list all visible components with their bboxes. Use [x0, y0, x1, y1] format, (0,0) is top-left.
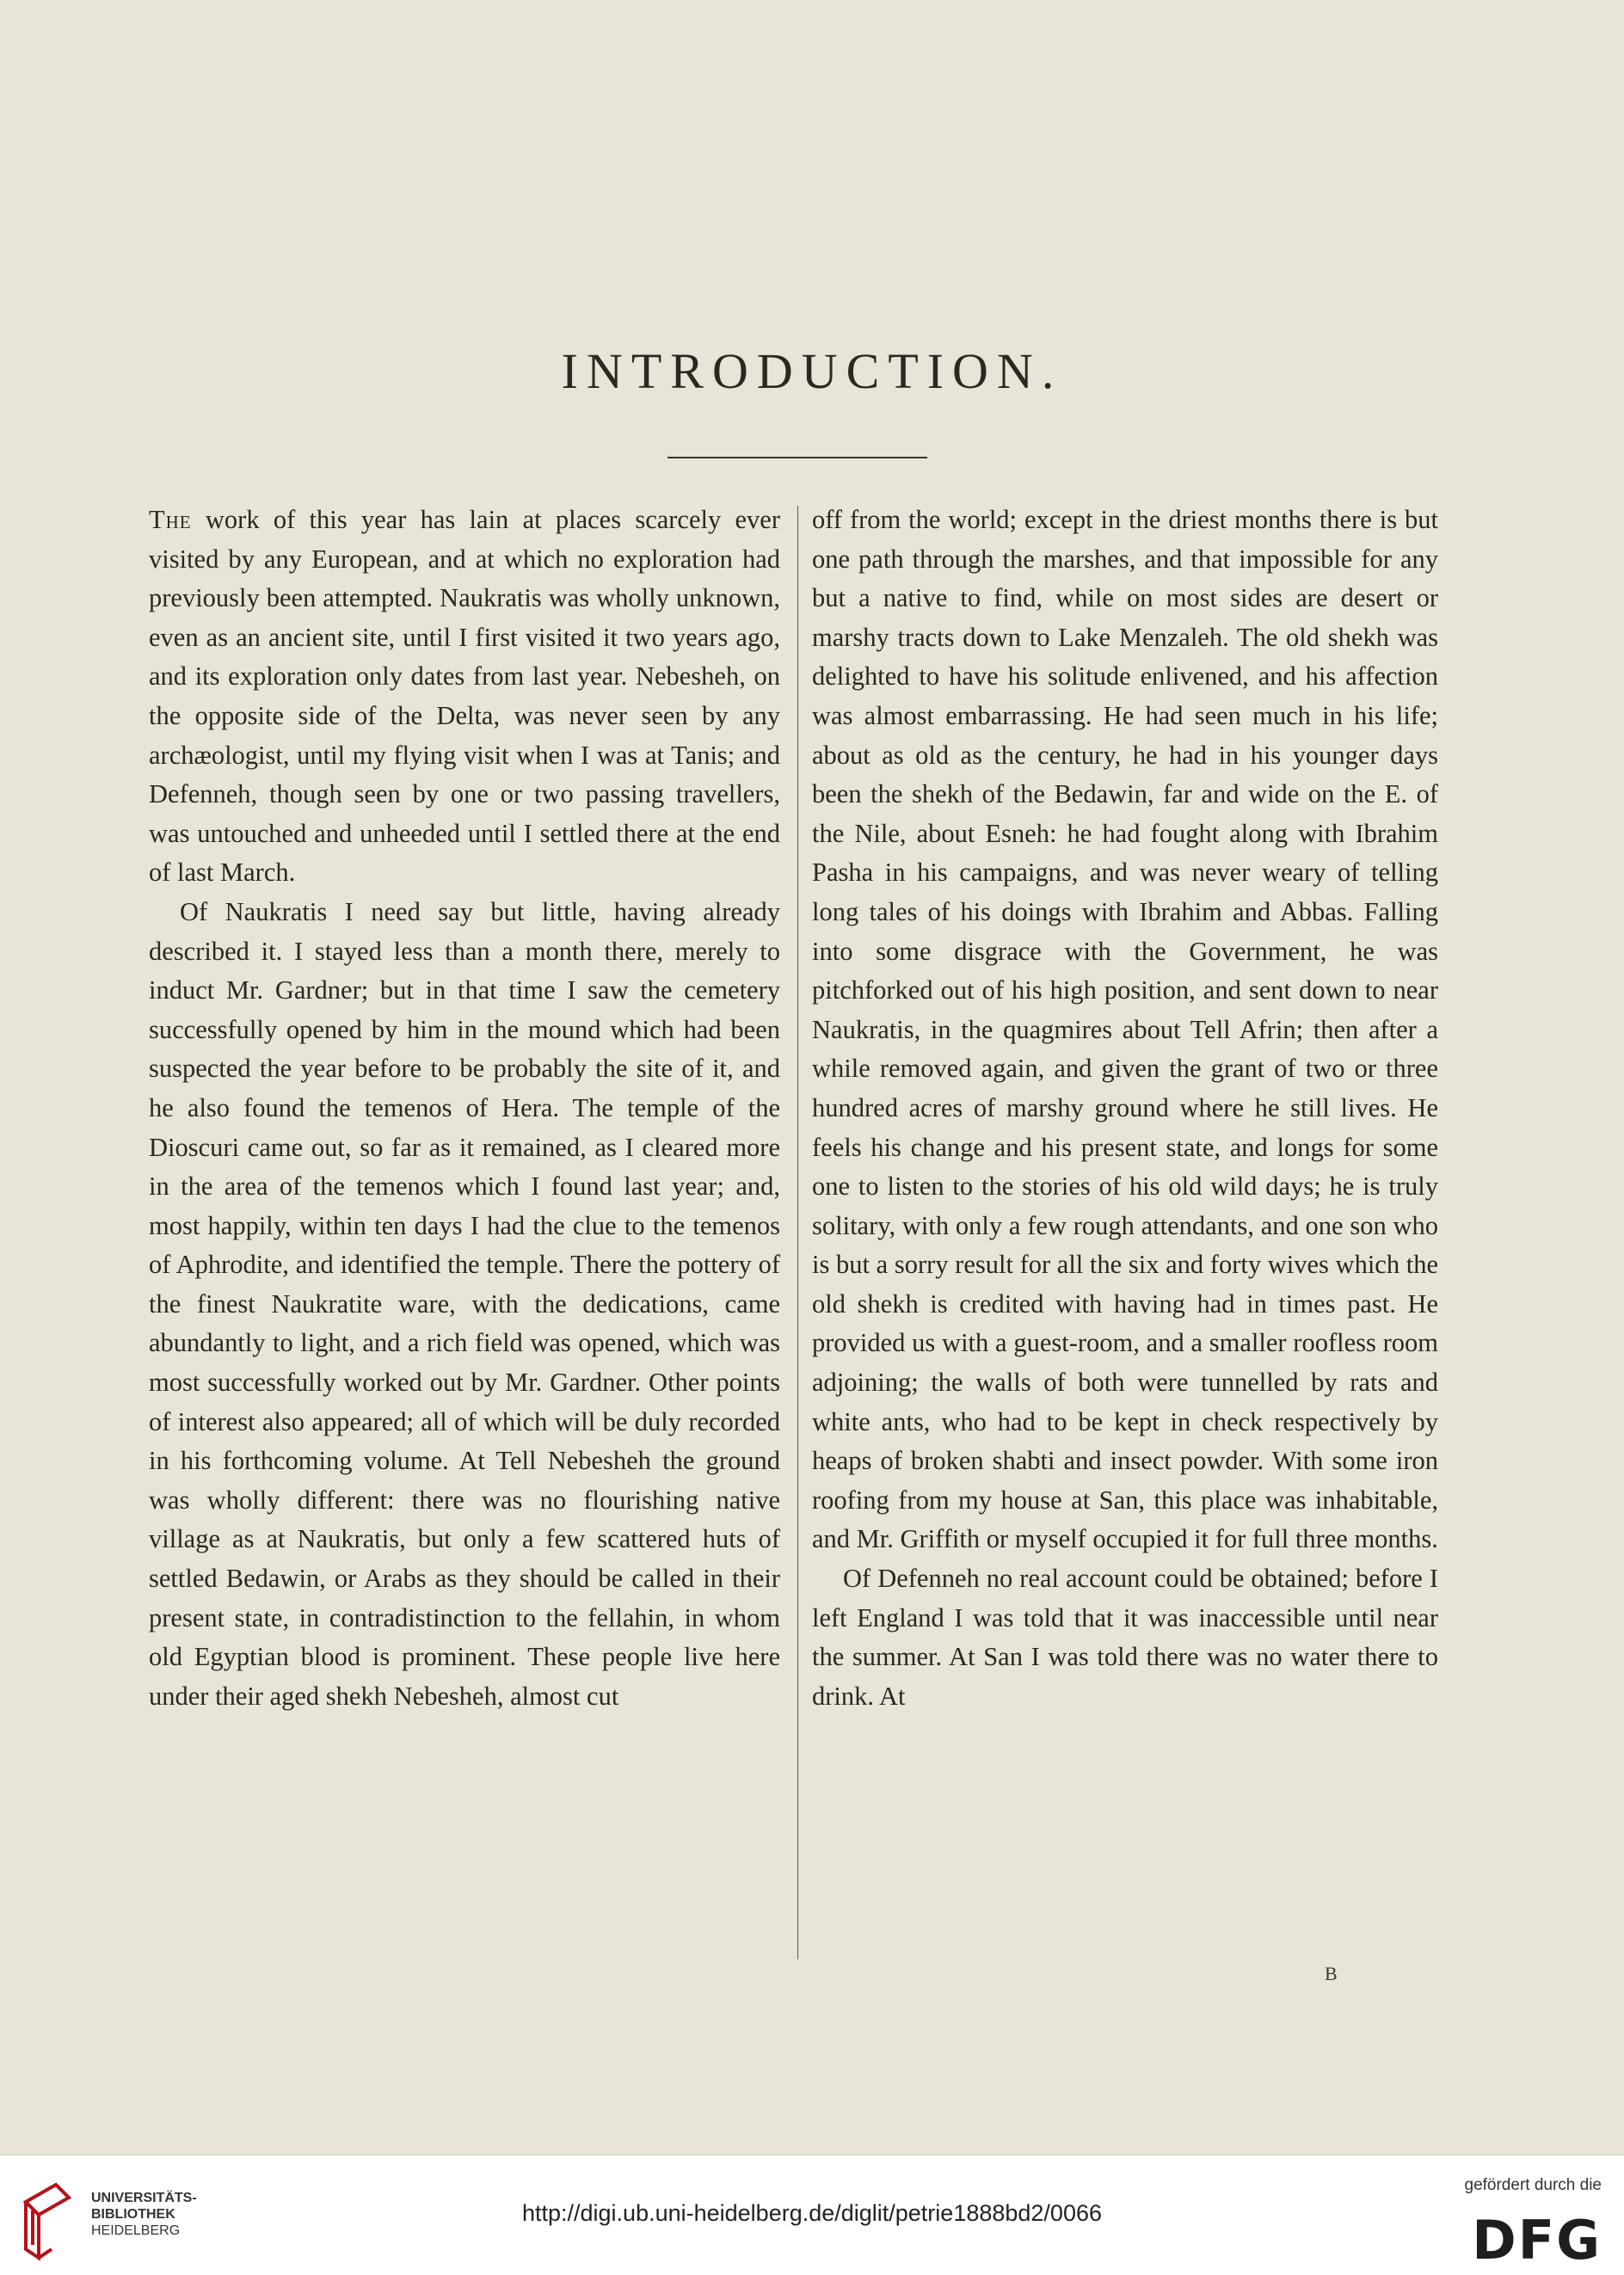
title-rule	[667, 457, 927, 458]
dfg-logo: DFG	[1472, 2209, 1602, 2272]
left-paragraph-2: Of Naukratis I need say but little, having already described it. I stayed less than a month there, merely to induct Mr. Gardner; but in that time I saw the cemetery successfully opened by him in the mound which had been suspected the year before to be probably the site of it, and he also found the temenos of Hera. The temple of the Dioscuri came out, so far as it remained, as I cleared more in the area of the temenos which I found last year; and, most happily, within ten days I had the clue to the temenos of Aphrodite, and identified the temple. There the pottery of the finest Naukratite ware, with the dedications, came abundantly to light, and a rich field was opened, which was most successfully worked out by Mr. Gardner. Other points of interest also appeared; all of which will be duly recorded in his forthcoming volume. At Tell Nebesheh the ground was wholly different: there was no flourishing native village as at Naukratis, but only a few scattered huts of settled Bedawin, or Arabs as they should be called in their present state, in contradistinction to the fellahin, in whom old Egyptian blood is prominent. These people live here under their aged shekh Nebesheh, almost cut	[149, 896, 780, 1711]
left-column	[149, 501, 780, 1716]
right-column	[812, 501, 1438, 1716]
library-name-line-1: UNIVERSITÄTS-	[91, 2191, 197, 2205]
lead-word: The	[149, 505, 192, 534]
column-divider	[797, 506, 798, 1959]
right-paragraph-1: off from the world; except in the driest months there is but one path through the marshes, and that impossible for any but a native to find, while on most sides are desert or marshy tracts down to Lake Menzaleh. The old shekh was delighted to have his solitude enlivened, and his affection was almost embarrassing. He had seen much in his life; about as old as the century, he had in his younger days been the shekh of the Bedawin, far and wide on the E. of the Nile, about Esneh: he had fought along with Ibrahim Pasha in his campaigns, and was never weary of telling long tales of his doings with Ibrahim and Abbas. Falling into some disgrace with the Government, he was pitchforked out of his high position, and sent down to near Naukratis, in the quagmires about Tell Afrin; then after a while removed again, and given the grant of two or three hundred acres of marshy ground where he still lives. He feels his change and his present state, and longs for some one to listen to the stories of his old wild days; he is truly solitary, with only a few rough attendants, and one son who is but a sorry result for all the six and forty wives which the old shekh is credited with having had in times past. He provided us with a guest-room, and a smaller roofless room adjoining; the walls of both were tunnelled by rats and white ants, who had to be kept in check respectively by heaps of broken shabti and insect powder. With some iron roofing from my house at San, this place was inhabitable, and Mr. Griffith or myself occupied it for full three months.	[812, 505, 1438, 1554]
left-paragraph-1	[149, 501, 780, 893]
page-title: INTRODUCTION.	[561, 343, 1063, 399]
funded-by-label: gefördert durch die	[1464, 2176, 1602, 2194]
right-paragraph-2: Of Defenneh no real account could be obtained; before I left England I was told that it was inaccessible until near the summer. At San I was told there was no water there to drink. At	[812, 1564, 1438, 1711]
signature-mark: B	[1325, 1963, 1338, 1984]
left-paragraph-1-text: work of this year has lain at places scarcely ever visited by any European, and at which no exploration had previously been attempted. Naukratis was wholly unknown, even as an ancient site, until I first visited it two years ago, and its exploration only dates from last year. Nebesheh, on the opposite side of the Delta, was never seen by any archæologist, until my flying visit when I was at Tanis; and Defenneh, though seen by one or two passing travellers, was untouched and unheeded until I settled there at the end of last March.	[149, 505, 780, 888]
library-name-line-3: HEIDELBERG	[91, 2223, 181, 2238]
library-name-line-2: BIBLIOTHEK	[91, 2207, 175, 2222]
footer-bar	[0, 2155, 1624, 2275]
source-url-link[interactable]: http://digi.ub.uni-heidelberg.de/diglit/petrie1888bd2/0066	[521, 2200, 1102, 2226]
